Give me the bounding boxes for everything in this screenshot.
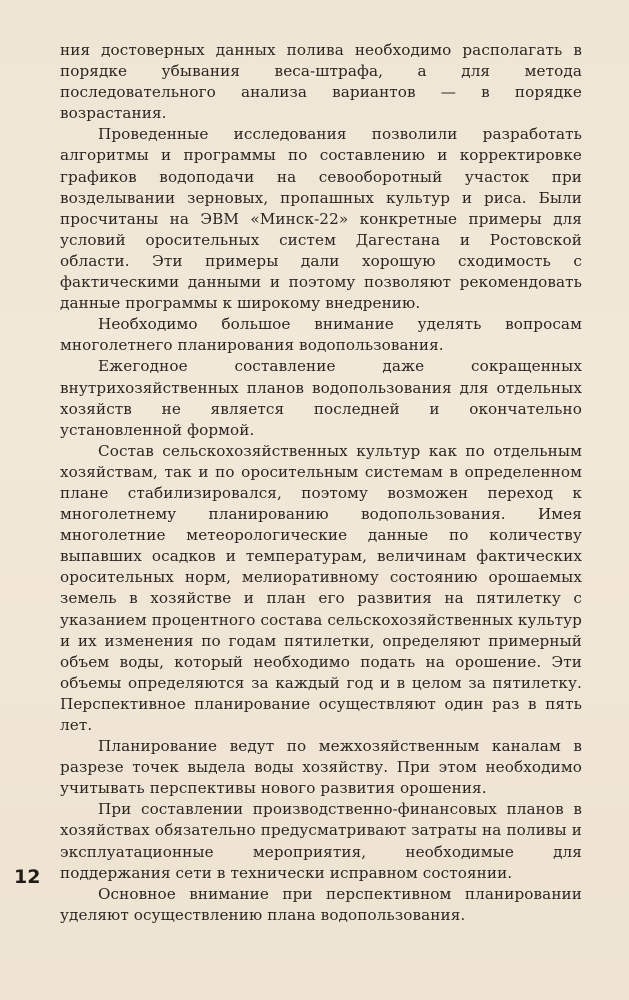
- paragraph-research-algorithms: Проведенные исследования позволили разработать алгоритмы и программы по составлению и корректировке графиков водоподачи на севооборотный участок при возделывании зерновых, пропашных культур и риса. Были просчитаны на ЭВМ «Минск-22» конкретные примеры для условий оросительных систем Дагестана и Ростовской области. Эти примеры дали хорошую сходимость с фактическими данными и поэтому позволяют рекомендовать данные программы к широкому внедрению.: [60, 125, 582, 313]
- page-number: 12: [14, 866, 41, 888]
- paragraph-interfarm-canals: Планирование ведут по межхозяйственным каналам в разрезе точек выдела воды хозяйству. При этом необходимо учитывать перспективы нового развития орошения.: [60, 737, 582, 798]
- paragraph-long-term-planning: Необходимо большое внимание уделять вопросам многолетнего планирования водопользования.: [60, 315, 582, 355]
- paragraph-main-attention: Основное внимание при перспективном планировании уделяют осуществлению плана водопользования.: [60, 884, 582, 924]
- body-text: [60, 40, 582, 926]
- paragraph-annual-plans: Ежегодное составление даже сокращенных внутрихозяйственных планов водопользования для отдельных хозяйств не является последней и окончательно установленной формой.: [60, 357, 582, 439]
- paragraph-financial-plans: При составлении производственно-финансовых планов в хозяйствах обязательно предусматривают затраты на поливы и эксплуатационные мероприятия, необходимые для поддержания сети в технически исправном состоянии.: [60, 800, 582, 882]
- paragraph-crop-composition: Состав сельскохозяйственных культур как по отдельным хозяйствам, так и по оросительным системам в определенном плане стабилизировался, поэтому возможен переход к многолетнему планированию водопользования. Имея многолетние метеорологические данные по количеству выпавших осадков и температурам, величинам фактических оросительных норм, мелиоративному состоянию орошаемых земель в хозяйстве и план его развития на пятилетку с указанием процентного состава сельскохозяйственных культур и их изменения по годам пятилетки, определяют примерный объем воды, который необходимо подать на орошение. Эти объемы определяются за каждый год и в целом за пятилетку. Перспективное планирование осуществляют один раз в пять лет.: [60, 441, 582, 734]
- paragraph-continuation: ния достоверных данных полива необходимо располагать в порядке убывания веса-штрафа, а для метода последовательного анализа вариантов — в порядке возрастания.: [60, 41, 582, 123]
